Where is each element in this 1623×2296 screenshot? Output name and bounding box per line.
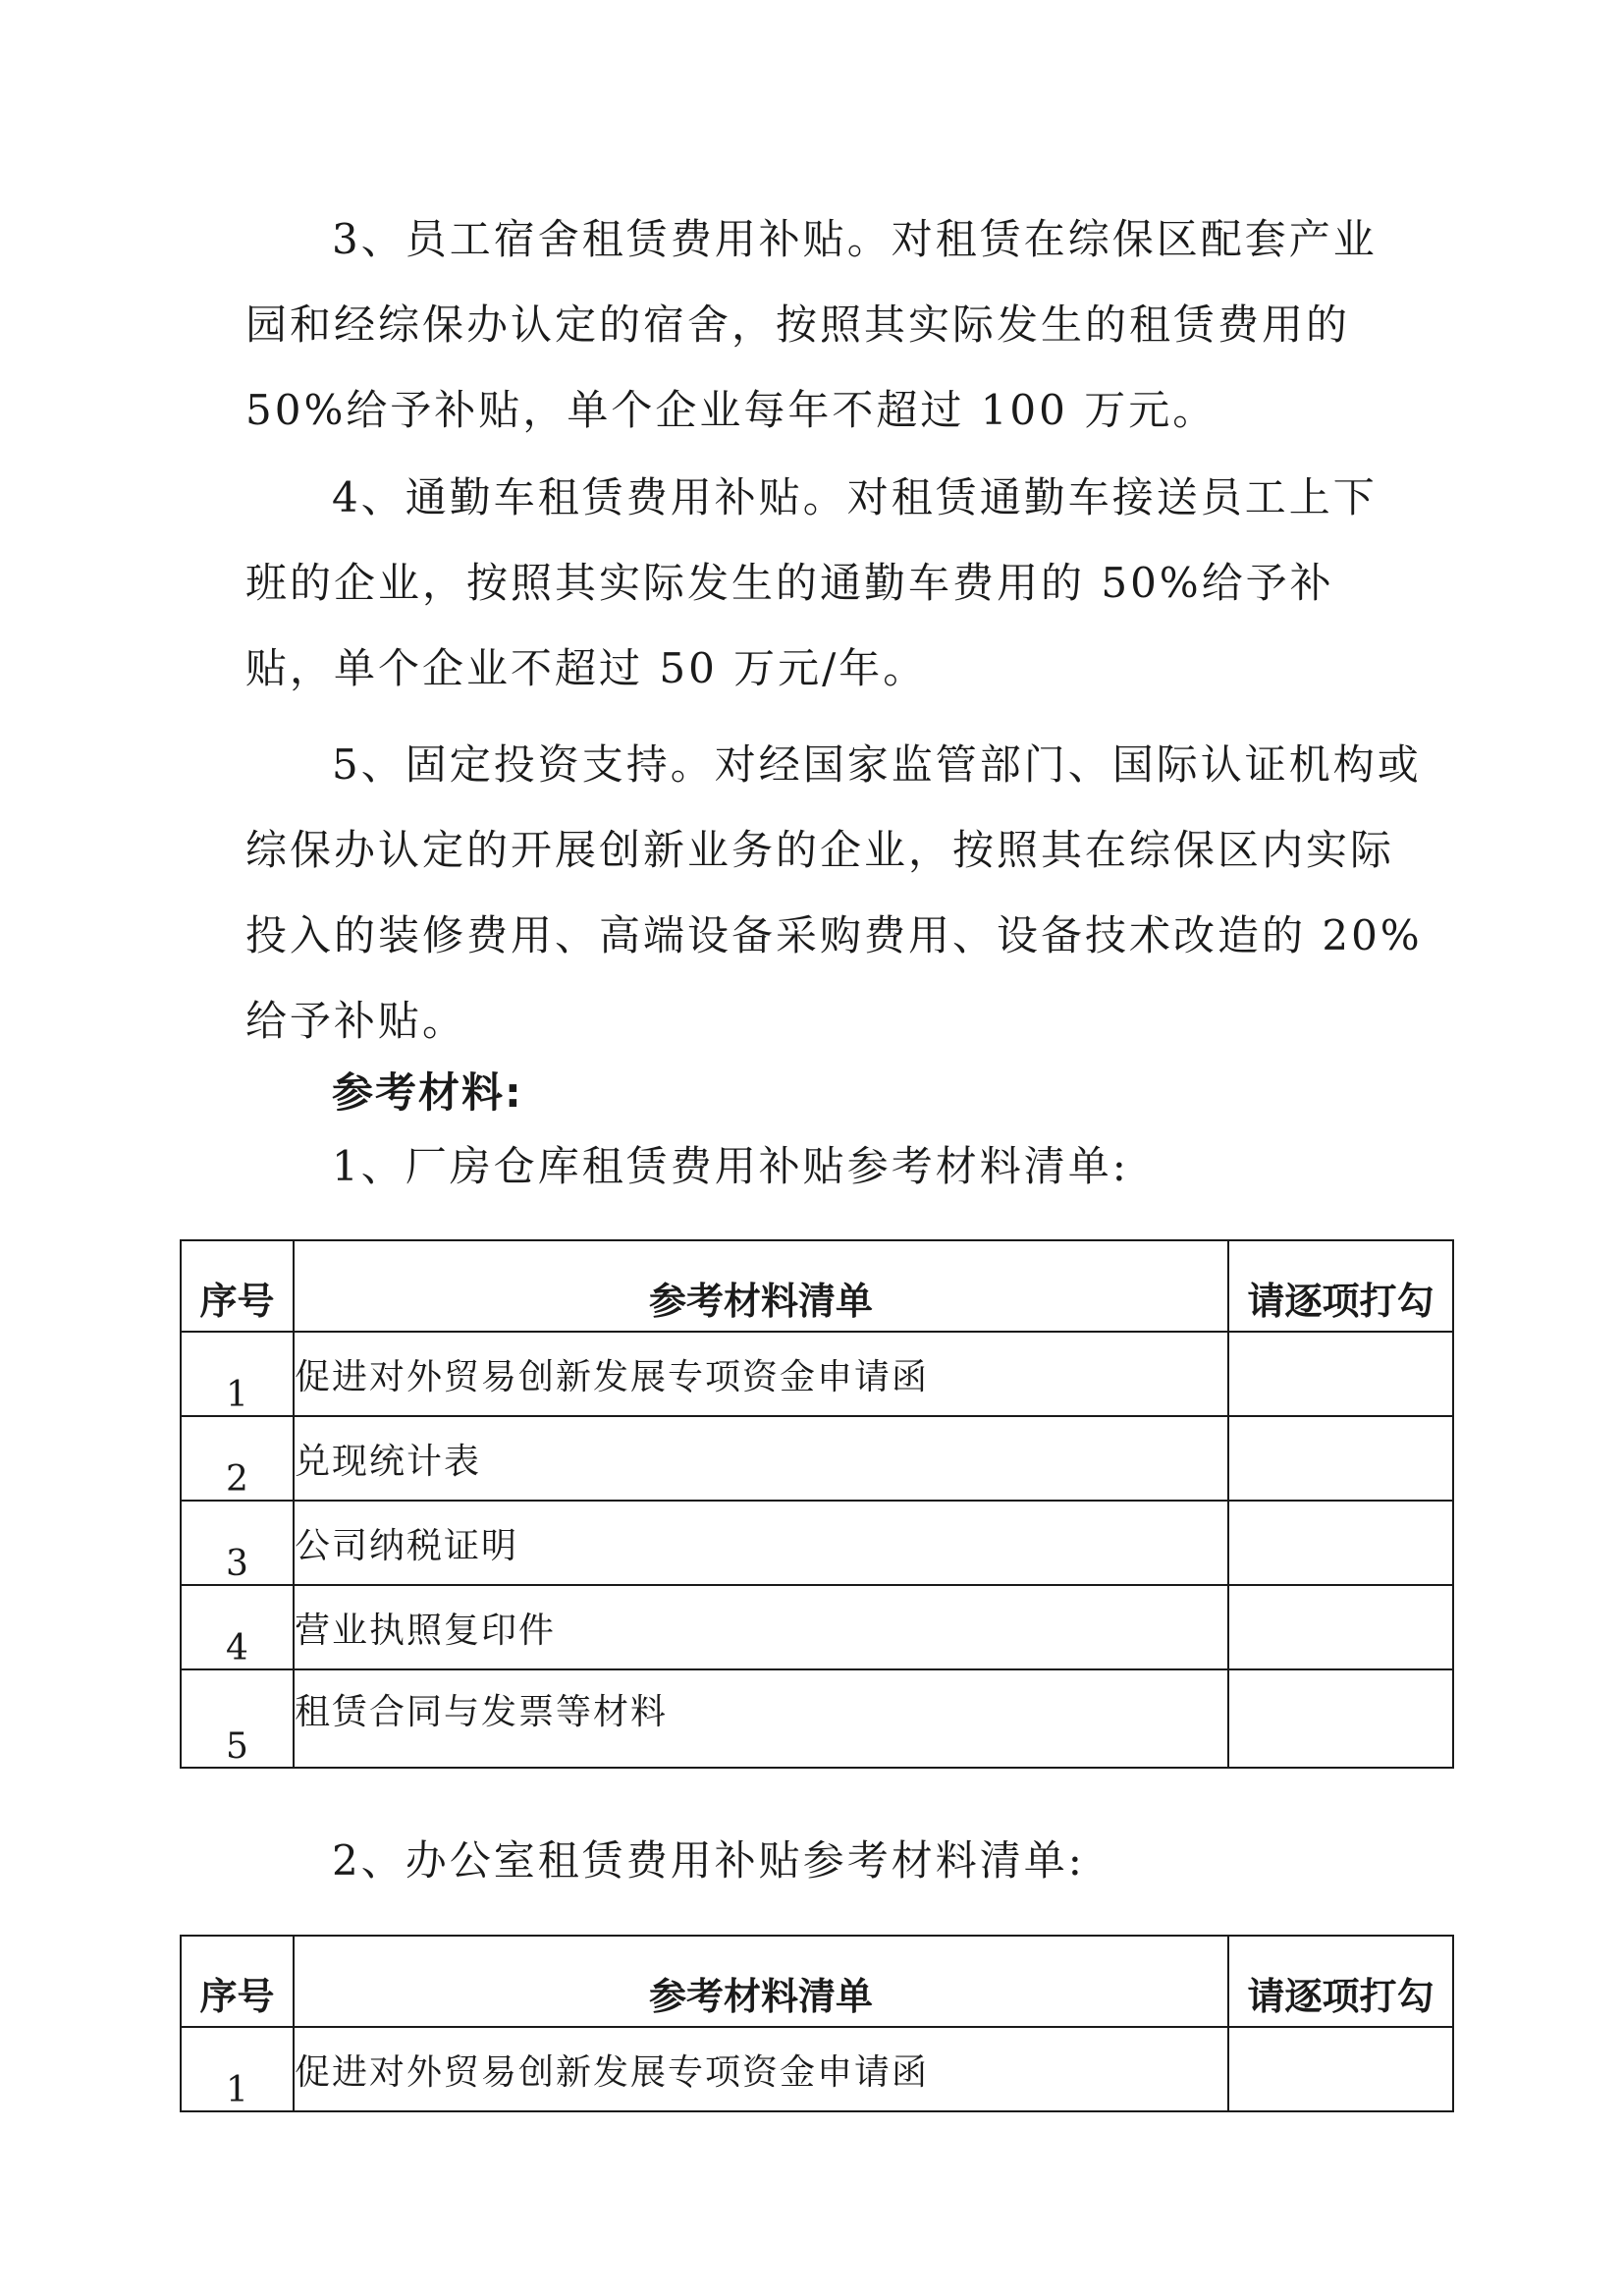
checkbox-cell[interactable] (1228, 1416, 1453, 1501)
text-line: 班的企业，按照其实际发生的通勤车费用的 50%给予补 (245, 559, 1334, 607)
row-number: 5 (181, 1669, 294, 1768)
checkbox-cell[interactable] (1228, 2027, 1453, 2111)
text-line: 投入的装修费用、高端设备采购费用、设备技术改造的 20% (245, 911, 1423, 959)
checkbox-cell[interactable] (1228, 1585, 1453, 1669)
header-materials: 参考材料清单 (294, 1240, 1228, 1332)
row-number: 1 (181, 2027, 294, 2111)
text-line: 5、固定投资支持。对经国家监管部门、国际认证机构或 (332, 740, 1422, 789)
table-header-row (181, 1936, 1453, 2027)
row-material: 公司纳税证明 (294, 1501, 1228, 1585)
materials-table-1 (180, 1239, 1454, 1769)
text-line: 园和经综保办认定的宿舍，按照其实际发生的租赁费用的 (245, 301, 1351, 349)
text-line: 给予补贴。 (245, 997, 467, 1045)
text-line: 综保办认定的开展创新业务的企业，按照其在综保区内实际 (245, 826, 1395, 874)
table-row (181, 1501, 1453, 1585)
text-line: 3、员工宿舍租赁费用补贴。对租赁在综保区配套产业 (332, 215, 1378, 263)
reference-heading: 参考材料: (332, 1068, 523, 1117)
table-row (181, 1585, 1453, 1669)
header-number: 序号 (181, 1936, 294, 2027)
text-line: 贴，单个企业不超过 50 万元/年。 (245, 644, 928, 692)
header-materials: 参考材料清单 (294, 1936, 1228, 2027)
paragraph-fixed-investment (245, 722, 1423, 1064)
table-row (181, 1669, 1453, 1768)
table-row (181, 1332, 1453, 1416)
row-material: 兑现统计表 (294, 1416, 1228, 1501)
row-number: 4 (181, 1585, 294, 1669)
row-material: 促进对外贸易创新发展专项资金申请函 (294, 1332, 1228, 1416)
row-number: 1 (181, 1332, 294, 1416)
table-row (181, 2027, 1453, 2111)
paragraph-commuter-subsidy (245, 455, 1384, 711)
header-number: 序号 (181, 1240, 294, 1332)
row-material: 促进对外贸易创新发展专项资金申请函 (294, 2027, 1228, 2111)
checkbox-cell[interactable] (1228, 1332, 1453, 1416)
row-number: 2 (181, 1416, 294, 1501)
header-checkmark: 请逐项打勾 (1228, 1240, 1453, 1332)
section1-title: 1、厂房仓库租赁费用补贴参考材料清单: (332, 1142, 1129, 1190)
materials-table-2 (180, 1935, 1454, 2112)
text-line: 50%给予补贴，单个企业每年不超过 100 万元。 (245, 386, 1217, 434)
checkbox-cell[interactable] (1228, 1669, 1453, 1768)
table-header-row (181, 1240, 1453, 1332)
text-line: 4、通勤车租赁费用补贴。对租赁通勤车接送员工上下 (332, 473, 1378, 521)
header-checkmark: 请逐项打勾 (1228, 1936, 1453, 2027)
row-number: 3 (181, 1501, 294, 1585)
row-material: 营业执照复印件 (294, 1585, 1228, 1669)
checkbox-cell[interactable] (1228, 1501, 1453, 1585)
table-row (181, 1416, 1453, 1501)
paragraph-dormitory-subsidy (245, 196, 1384, 453)
row-material: 租赁合同与发票等材料 (294, 1669, 1228, 1768)
section2-title: 2、办公室租赁费用补贴参考材料清单: (332, 1836, 1085, 1885)
